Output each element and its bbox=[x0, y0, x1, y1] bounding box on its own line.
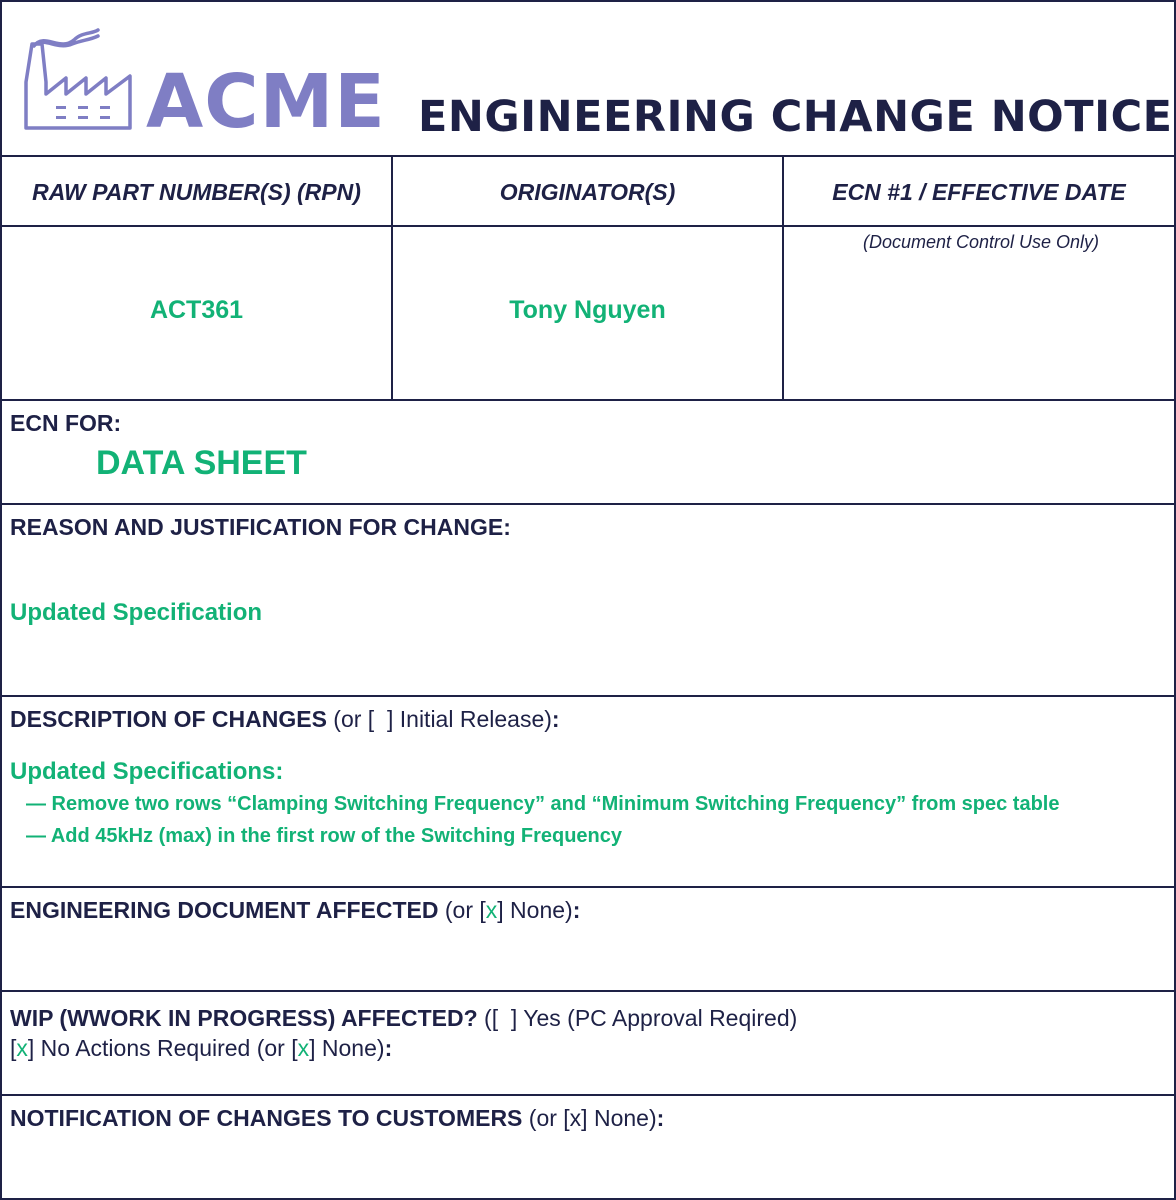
rpn-value: ACT361 bbox=[149, 295, 244, 324]
divider bbox=[0, 503, 1176, 505]
none-checkbox-mark: x bbox=[485, 897, 498, 923]
factory-logo-icon bbox=[22, 22, 134, 132]
wip-options-line: [x] No Actions Required (or [x] None): bbox=[10, 1035, 393, 1061]
reason-label: REASON AND JUSTIFICATION FOR CHANGE: bbox=[10, 514, 511, 540]
reason-value: Updated Specification bbox=[10, 599, 263, 626]
description-label: DESCRIPTION OF CHANGES (or [ ] Initial Release): bbox=[10, 706, 560, 732]
divider bbox=[0, 155, 1176, 157]
divider bbox=[0, 695, 1176, 697]
wip-yes-checkbox bbox=[498, 1005, 511, 1031]
change-bullet: — Add 45kHz (max) in the first row of the Switching Frequency bbox=[26, 825, 622, 847]
ecn-for-label: ECN FOR: bbox=[10, 410, 122, 436]
change-bullet: — Remove two rows “Clamping Switching Frequency” and “Minimum Switching Frequency” from spec table bbox=[26, 793, 1060, 815]
ecn-column-header: ECN #1 / EFFECTIVE DATE bbox=[832, 178, 1126, 205]
divider bbox=[0, 990, 1176, 992]
notification-label: NOTIFICATION OF CHANGES TO CUSTOMERS (or [x] None): bbox=[10, 1105, 665, 1131]
wip-none-checkbox-mark: x bbox=[297, 1035, 310, 1061]
divider bbox=[0, 1094, 1176, 1096]
divider bbox=[0, 399, 1176, 401]
engineering-document-label: ENGINEERING DOCUMENT AFFECTED (or [x] None): bbox=[10, 897, 581, 923]
originator-column-header: ORIGINATOR(S) bbox=[499, 178, 676, 205]
rpn-column-header: RAW PART NUMBER(S) (RPN) bbox=[32, 178, 361, 205]
no-actions-checkbox-mark: x bbox=[16, 1035, 28, 1061]
originator-value: Tony Nguyen bbox=[509, 295, 666, 324]
document-control-note: (Document Control Use Only) bbox=[862, 232, 1100, 252]
wip-label: WIP (WWORK IN PROGRESS) AFFECTED? ([ ] Yes (PC Approval Reqired) bbox=[10, 1005, 798, 1031]
page-title: ENGINEERING CHANGE NOTICE bbox=[418, 92, 1173, 142]
initial-release-checkbox bbox=[374, 706, 387, 732]
description-heading: Updated Specifications: bbox=[10, 758, 284, 785]
ecn-for-value: DATA SHEET bbox=[96, 444, 307, 482]
divider bbox=[0, 886, 1176, 888]
logo-wordmark: ACME bbox=[146, 59, 386, 145]
